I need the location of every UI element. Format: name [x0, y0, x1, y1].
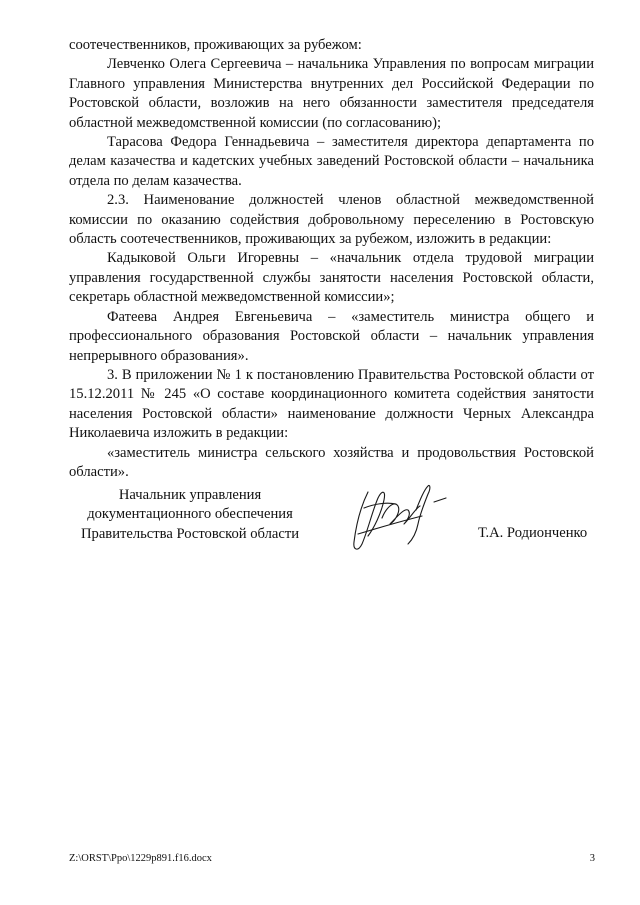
footer-file-path: Z:\ORST\Ppo\1229p891.f16.docx: [69, 853, 212, 864]
paragraph: Кадыковой Ольги Игоревны – «начальник отдела трудовой миграции управления государственной службы занятости населения Ростовской области, секретарь областной межведомственной комиссии»;: [69, 250, 594, 306]
paragraph: 3. В приложении № 1 к постановлению Правительства Ростовской области от 15.12.2011 № 245 «О составе координационного комитета содействия занятости населения Ростовской области» наименование должности Черных Александра Николаевича изложить в редакции:: [69, 366, 594, 442]
signatory-name: Т.А. Родионченко: [478, 525, 588, 541]
handwritten-signature: [338, 478, 458, 558]
paragraph: 2.3. Наименование должностей членов областной межведомственной комиссии по оказанию содействия добровольному переселению в Ростовскую область соотечественников, проживающих за рубежом, изложить в редакции:: [69, 192, 594, 248]
paragraph: Фатеева Андрея Евгеньевича – «заместитель министра общего и профессионального образования Ростовской области – начальник управления непрерывного образования».: [69, 308, 594, 364]
paragraph: соотечественников, проживающих за рубежом:: [69, 37, 362, 53]
paragraph: Тарасова Федора Геннадьевича – заместителя директора департамента по делам казачества и кадетских учебных заведений Ростовской области – начальника отдела по делам казачества.: [69, 134, 594, 189]
signature-block: [0, 486, 640, 566]
signatory-title-line: документационного обеспечения: [87, 506, 293, 523]
paragraph: Левченко Олега Сергеевича – начальника Управления по вопросам миграции Главного управления Министерства внутренних дел Российской Федерации по Ростовской области, возложив на него обязанности заместителя председателя областной межведомственной комиссии (по согласованию);: [69, 56, 594, 131]
signatory-title-line: Правительства Ростовской области: [80, 525, 300, 542]
signatory-title-line: Начальник управления: [118, 487, 262, 503]
signatory-title: [60, 486, 320, 544]
page-number: 3: [589, 853, 595, 864]
paragraph: «заместитель министра сельского хозяйства и продовольствия Ростовской области».: [69, 444, 594, 480]
document-body: [69, 36, 594, 482]
